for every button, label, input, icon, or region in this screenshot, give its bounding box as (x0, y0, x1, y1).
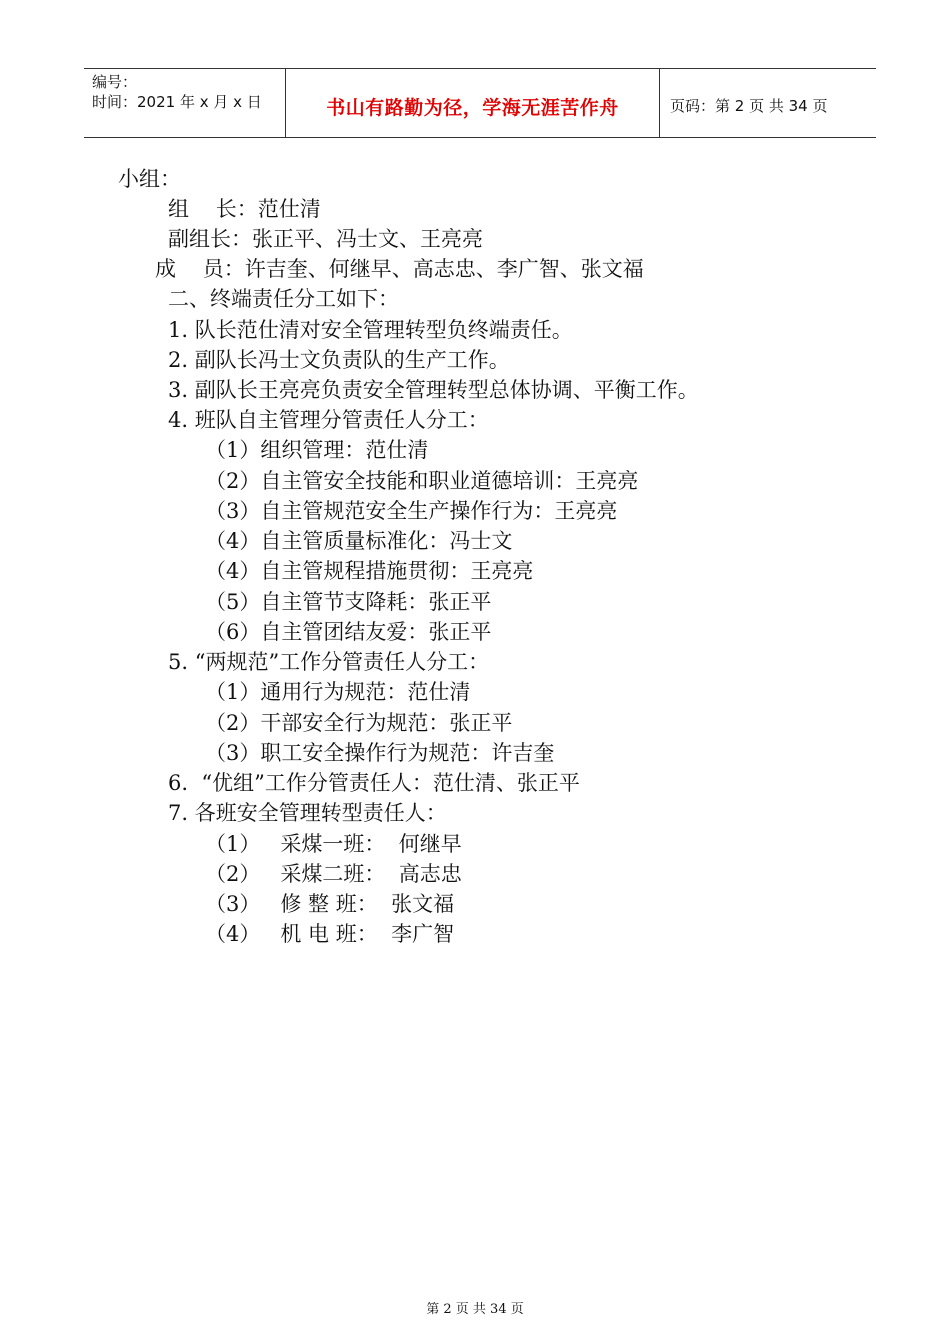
header-info-cell (84, 69, 286, 137)
sub-item: （2） 采煤二班： 高志忠 (205, 862, 462, 886)
header-page-cell (660, 69, 876, 137)
body-line: 1. 队长范仕清对安全管理转型负终端责任。 (168, 318, 573, 342)
body-line: 成 员：许吉奎、何继早、高志忠、李广智、张文福 (155, 257, 644, 281)
sub-item: （4）自主管规程措施贯彻：王亮亮 (205, 559, 534, 583)
page-footer: 第 2 页 共 34 页 (426, 1302, 524, 1317)
body-line: 组 长：范仕清 (168, 197, 321, 221)
body-line: 4. 班队自主管理分管责任人分工： (168, 408, 489, 432)
sub-item: （1）通用行为规范：范仕清 (205, 680, 471, 704)
sub-item: （4）自主管质量标准化：冯士文 (205, 529, 513, 553)
sub-item: （6）自主管团结友爱：张正平 (205, 620, 492, 644)
sub-item: （3） 修 整 班： 张文福 (205, 892, 455, 916)
section-heading: 二、终端责任分工如下： (168, 287, 399, 311)
sub-item: （2）干部安全行为规范：张正平 (205, 711, 513, 735)
sub-item: （1）组织管理：范仕清 (205, 438, 429, 462)
header-motto-cell (286, 69, 660, 137)
document-number-label: 编号： (92, 73, 138, 91)
sub-item: （1） 采煤一班： 何继早 (205, 832, 462, 856)
header-motto: 书山有路勤为径，学海无涯苦作舟 (326, 97, 619, 119)
body-line: 副组长：张正平、冯士文、王亮亮 (168, 227, 483, 251)
document-time-label: 时间：2021 年 x 月 x 日 (92, 93, 262, 111)
body-line: 6. “优组”工作分管责任人：范仕清、张正平 (168, 771, 580, 795)
body-line: 7. 各班安全管理转型责任人： (168, 801, 447, 825)
body-line: 2. 副队长冯士文负责队的生产工作。 (168, 348, 510, 372)
sub-item: （3）自主管规范安全生产操作行为：王亮亮 (205, 499, 618, 523)
body-line: 5. “两规范”工作分管责任人分工： (168, 650, 490, 674)
section-title: 小组： (118, 167, 181, 191)
page-header (84, 68, 876, 138)
sub-item: （5）自主管节支降耗：张正平 (205, 590, 492, 614)
body-line: 3. 副队长王亮亮负责安全管理转型总体协调、平衡工作。 (168, 378, 699, 402)
sub-item: （3）职工安全操作行为规范：许吉奎 (205, 741, 555, 765)
sub-item: （4） 机 电 班： 李广智 (205, 922, 455, 946)
header-page-number: 页码：第 2 页 共 34 页 (670, 97, 828, 115)
sub-item: （2）自主管安全技能和职业道德培训：王亮亮 (205, 469, 639, 493)
